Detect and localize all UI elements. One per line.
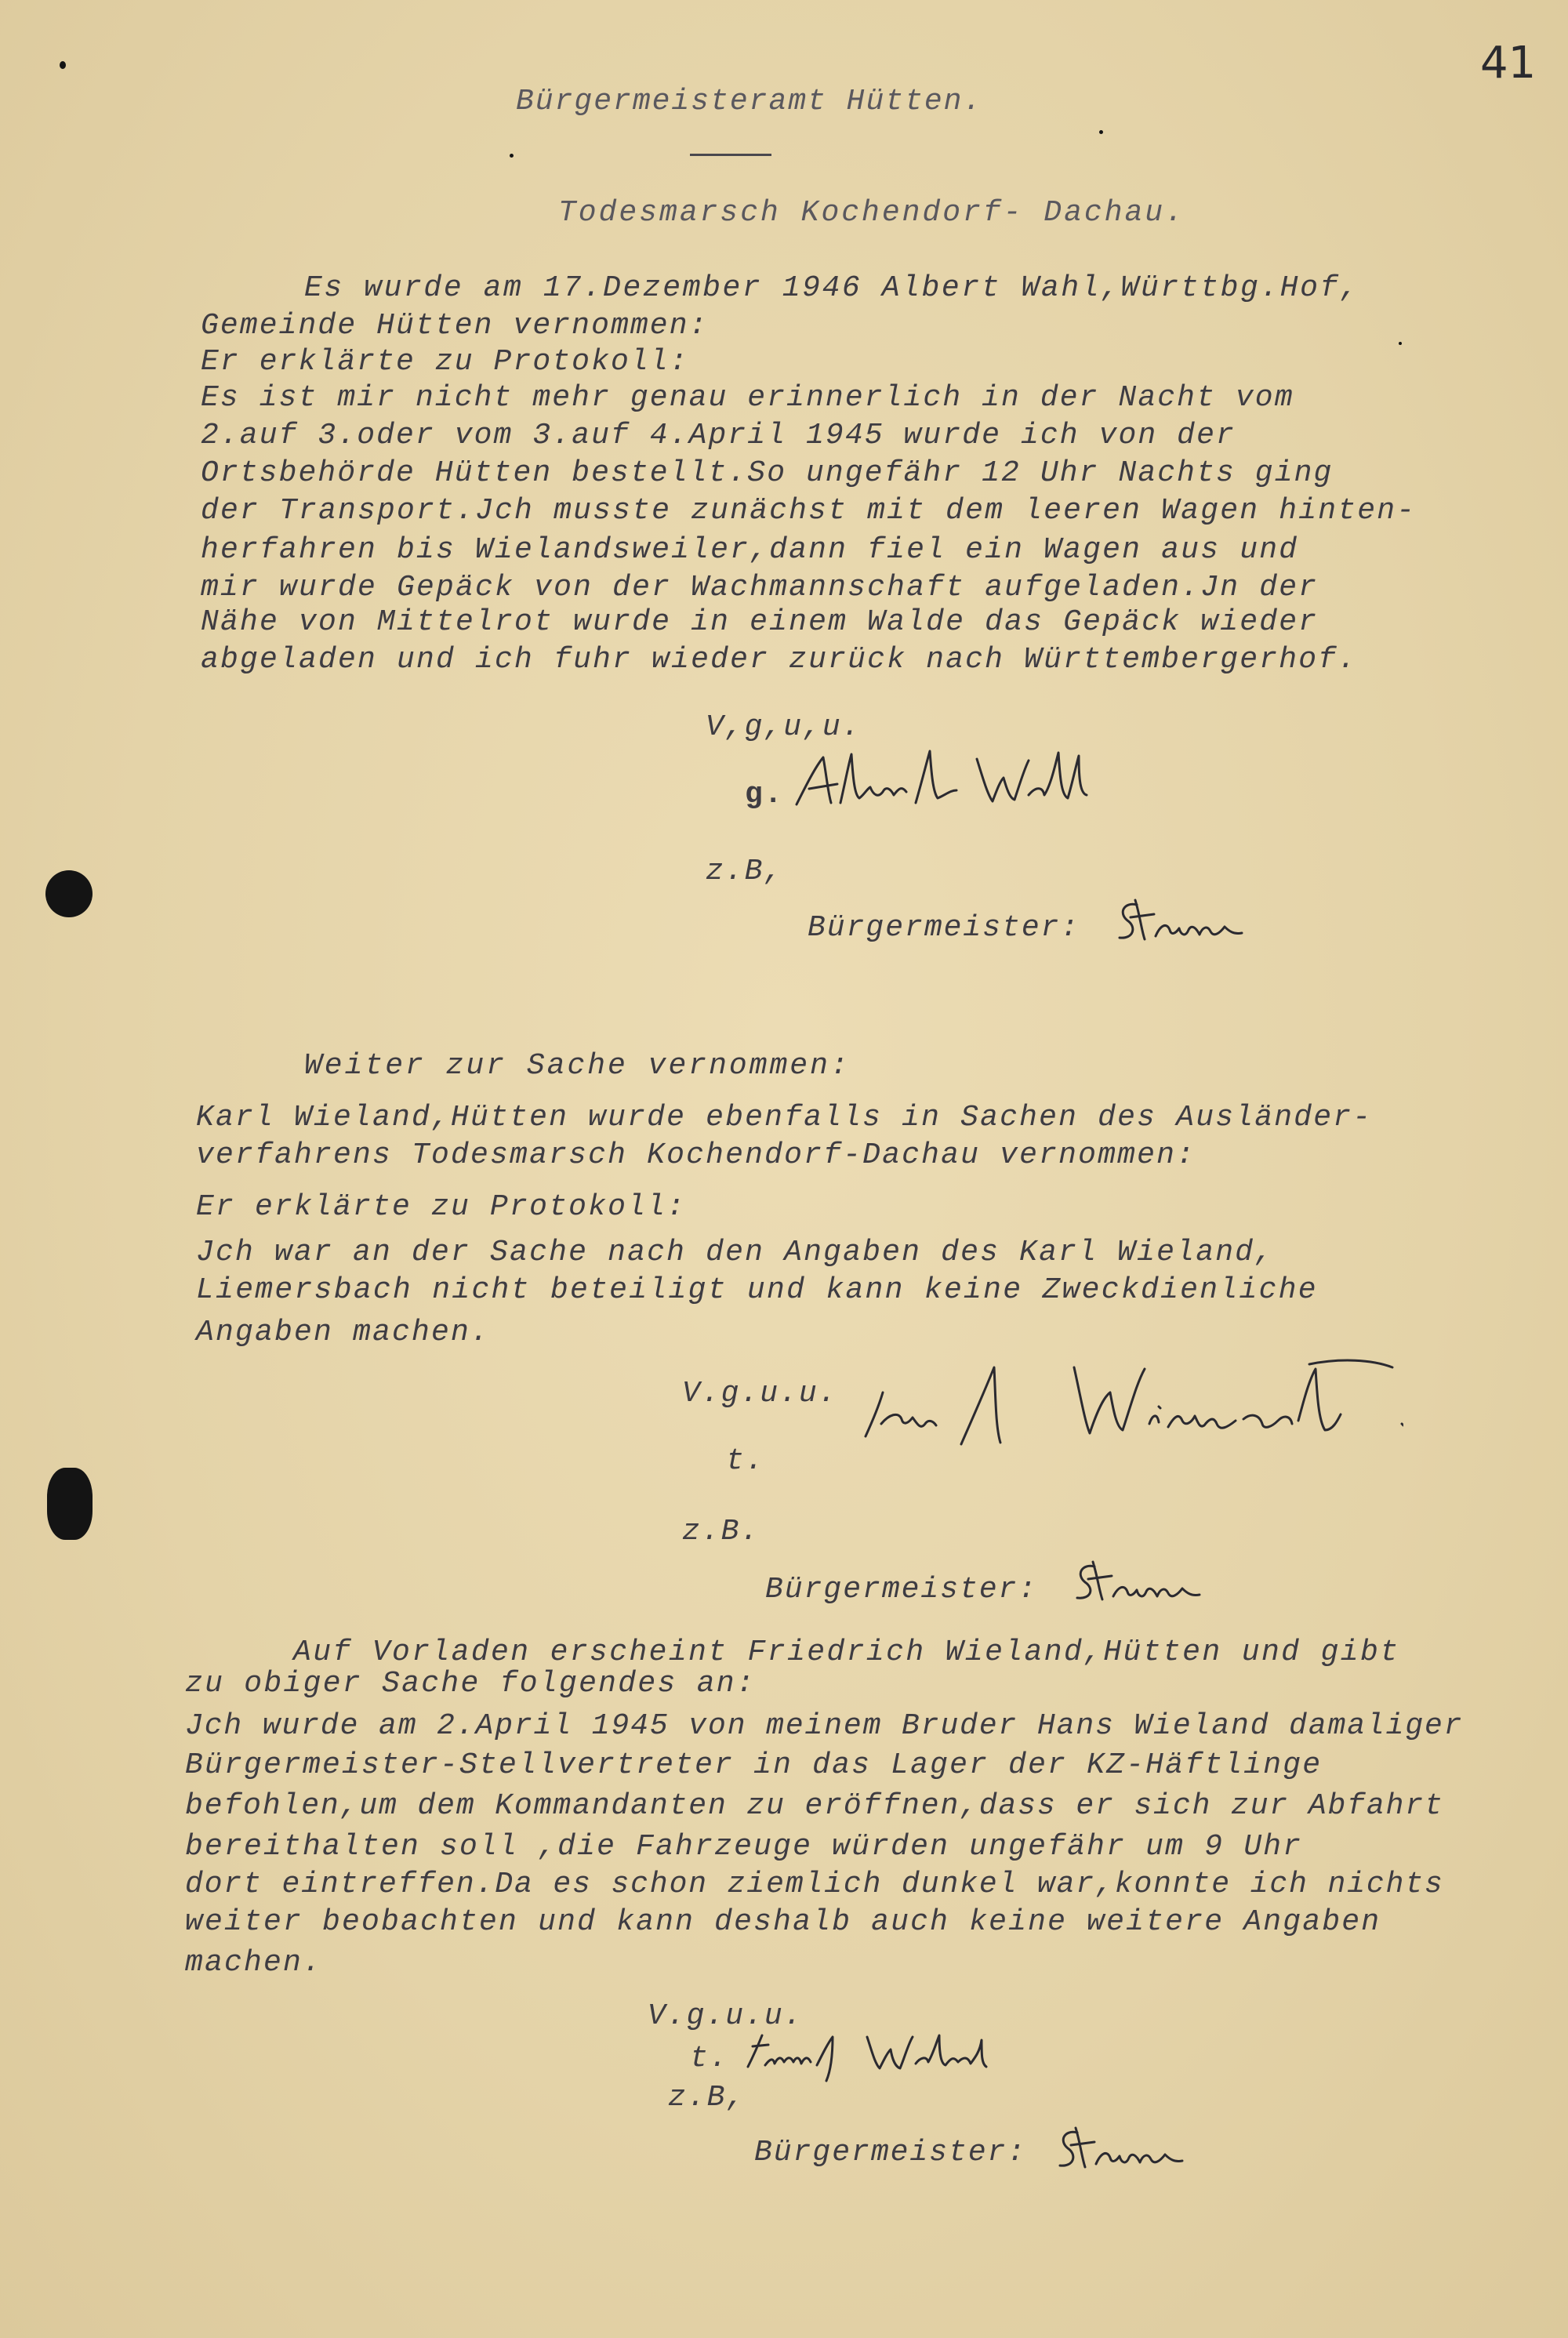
mayor-signature-3 [1054,2122,1187,2173]
testimony-3-line: Jch wurde am 2.April 1945 von meinem Bruder Hans Wieland damaliger [185,1709,1464,1743]
testimony-3-line: Bürgermeister-Stellvertreter in das Lager der KZ-Häftlinge [185,1748,1323,1782]
testimony-2-line: verfahrens Todesmarsch Kochendorf-Dachau vernommen: [196,1138,1196,1172]
testimony-3-line: Auf Vorladen erscheint Friedrich Wieland,Hütten und gibt [293,1636,1400,1669]
heading-rule [690,154,771,156]
testimony-1-line: Es ist mir nicht mehr genau erinnerlich in der Nacht vom [201,381,1294,415]
punch-hole-mark [45,870,93,917]
ink-speck [1399,342,1402,345]
page-number: 41 [1480,38,1537,89]
testimony-1-line: mir wurde Gepäck von der Wachmannschaft aufgeladen.Jn der [201,571,1319,604]
testimony-1-line: Nähe von Mittelrot wurde in einem Walde das Gepäck wieder [201,605,1319,639]
signature-friedrich-wieland [742,2023,1000,2086]
zb-label-2: z.B. [682,1515,760,1548]
ink-speck [1099,130,1103,134]
signature-albert-wahl [792,743,1090,814]
ink-speck [60,61,66,69]
mayor-label-3: Bürgermeister: [754,2136,1027,2169]
zb-label-1: z.B, [706,855,784,888]
punch-hole-mark [47,1468,93,1540]
mayor-label-1: Bürgermeister: [808,911,1080,945]
testimony-1-line: Es wurde am 17.Dezember 1946 Albert Wahl,Württbg.Hof, [304,271,1360,305]
read-approved-signed-2: V.g.u.u. [682,1377,838,1410]
testimony-3-line: bereithalten soll ,die Fahrzeuge würden ungefähr um 9 Uhr [185,1830,1303,1864]
signature-prefix-2: t. [726,1444,765,1478]
testimony-2-line: Er erklärte zu Protokoll: [196,1190,687,1224]
read-approved-signed-1: V,g,u,u. [706,710,862,744]
subject-heading: Todesmarsch Kochendorf- Dachau. [558,196,1185,230]
mayor-signature-2 [1071,1557,1204,1604]
mayor-label-2: Bürgermeister: [765,1573,1038,1606]
testimony-3-line: befohlen,um dem Kommandanten zu eröffnen,dass er sich zur Abfahrt [185,1789,1444,1823]
mayor-signature-1 [1113,894,1247,946]
testimony-2-line: Jch war an der Sache nach den Angaben des Karl Wieland, [196,1236,1275,1269]
testimony-1-line: abgeladen und ich fuhr wieder zurück nach Württembergerhof. [201,643,1358,677]
testimony-1-line: der Transport.Jch musste zunächst mit dem leeren Wagen hinten- [201,494,1417,528]
signature-karl-wieland [855,1349,1403,1466]
signature-prefix-3: t. [690,2042,729,2075]
testimony-2-line: Angaben machen. [196,1316,491,1349]
testimony-3-line: zu obiger Sache folgendes an: [185,1667,757,1701]
testimony-2-line: Liemersbach nicht beteiligt und kann keine Zweckdienliche [196,1273,1318,1307]
testimony-1-line: 2.auf 3.oder vom 3.auf 4.April 1945 wurde ich von der [201,419,1236,452]
testimony-3-line: dort eintreffen.Da es schon ziemlich dunkel war,konnte ich nichts [185,1868,1444,1901]
section-2-heading: Weiter zur Sache vernommen: [304,1049,851,1083]
testimony-3-line: weiter beobachten und kann deshalb auch keine weitere Angaben [185,1905,1381,1939]
signature-prefix-1: g. [745,778,784,811]
ink-speck [510,154,514,158]
read-approved-signed-3: V.g.u.u. [648,1999,804,2033]
authority-heading: Bürgermeisteramt Hütten. [516,85,983,118]
testimony-1-line: Gemeinde Hütten vernommen: [201,309,709,343]
zb-label-3: z.B, [668,2081,746,2115]
testimony-1-line: Er erklärte zu Protokoll: [201,345,689,379]
testimony-1-line: herfahren bis Wielandsweiler,dann fiel ein Wagen aus und [201,533,1299,567]
testimony-2-line: Karl Wieland,Hütten wurde ebenfalls in Sachen des Ausländer- [196,1101,1373,1135]
testimony-3-line: machen. [185,1946,323,1980]
testimony-1-line: Ortsbehörde Hütten bestellt.So ungefähr 12 Uhr Nachts ging [201,456,1334,490]
